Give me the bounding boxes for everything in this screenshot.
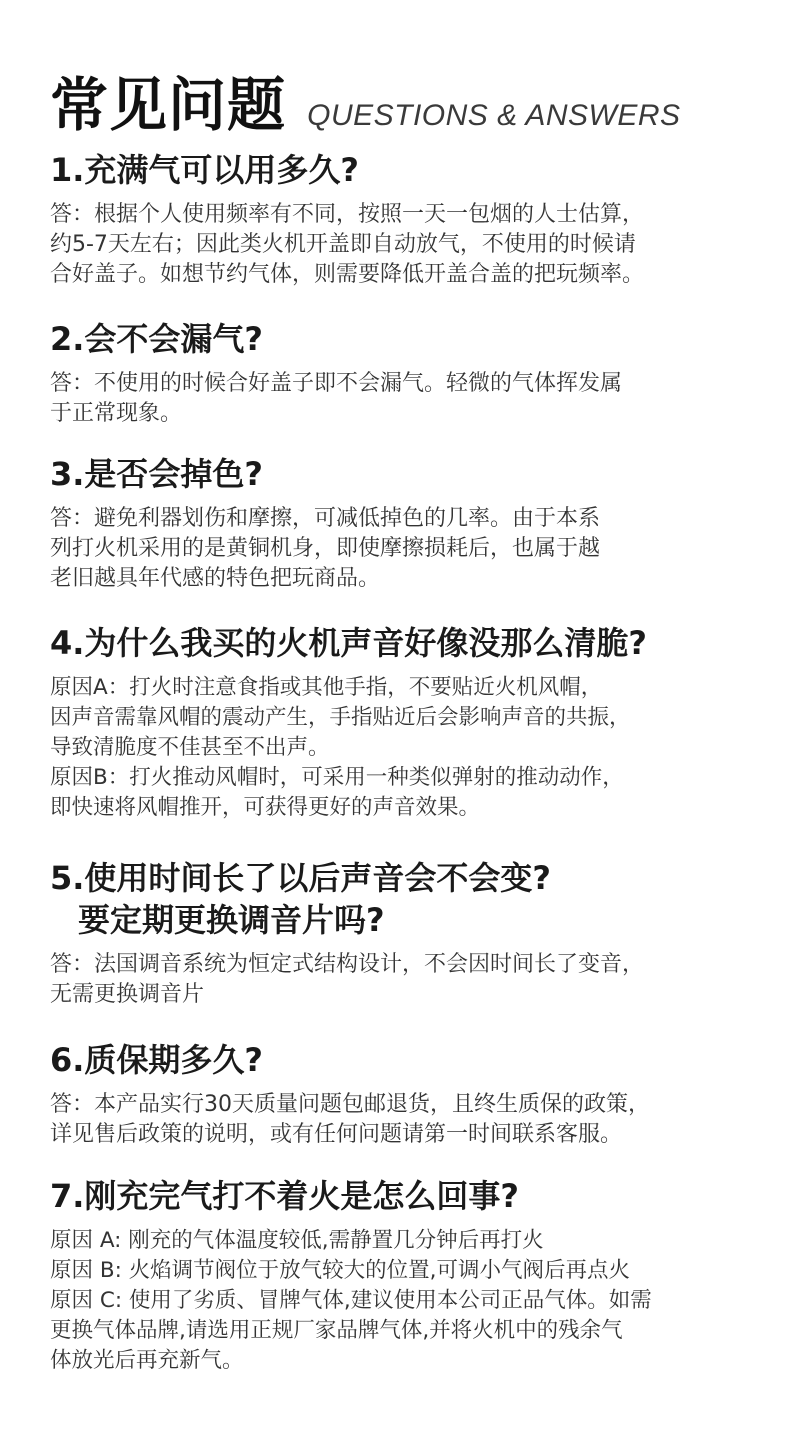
faq-answer-line: 体放光后再充新气。: [50, 1348, 244, 1373]
faq-answer: [50, 1226, 770, 1376]
faq-answer-line: 因声音需靠风帽的震动产生，手指贴近后会影响声音的共振，: [50, 705, 631, 730]
faq-question-line: 5.使用时间长了以后声音会不会变?: [50, 859, 551, 897]
faq-answer: [50, 1090, 770, 1150]
faq-answer-line: 老旧越具年代感的特色把玩商品。: [50, 566, 381, 591]
faq-question: [50, 1178, 770, 1214]
faq-answer-line: 约5-7天左右；因此类火机开盖即自动放气，不使用的时候请: [50, 232, 636, 257]
faq-question: [50, 860, 770, 938]
faq-answer-line: 无需更换调音片: [50, 982, 205, 1007]
faq-item-6: [50, 1042, 770, 1150]
faq-question-line: 2.会不会漏气?: [50, 320, 263, 358]
faq-item-4: [50, 625, 770, 823]
faq-answer-line: 原因 B: 火焰调节阀位于放气较大的位置,可调小气阀后再点火: [50, 1258, 630, 1283]
faq-item-2: [50, 321, 770, 429]
faq-answer-line: 原因B：打火推动风帽时，可采用一种类似弹射的推动动作，: [50, 765, 624, 790]
faq-answer-line: 答：法国调音系统为恒定式结构设计，不会因时间长了变音，: [50, 952, 645, 977]
page-header: [50, 58, 681, 139]
faq-question-line: 6.质保期多久?: [50, 1041, 263, 1079]
faq-answer: [50, 673, 770, 823]
faq-answer-line: 答：根据个人使用频率有不同，按照一天一包烟的人士估算，: [50, 202, 645, 227]
faq-answer-line: 列打火机采用的是黄铜机身，即使摩擦损耗后，也属于越: [50, 536, 601, 561]
faq-answer-line: 于正常现象。: [50, 401, 183, 426]
faq-answer-line: 答：不使用的时候合好盖子即不会漏气。轻微的气体挥发属: [50, 371, 623, 396]
faq-item-7: [50, 1178, 770, 1376]
faq-answer-line: 原因A：打火时注意食指或其他手指，不要贴近火机风帽，: [50, 675, 603, 700]
page-subtitle: QUESTIONS & ANSWERS: [307, 99, 681, 132]
faq-question: [50, 1042, 770, 1078]
faq-question: [50, 321, 770, 357]
faq-question-line: 1.充满气可以用多久?: [50, 151, 359, 189]
faq-answer-line: 原因 C: 使用了劣质、冒牌气体,建议使用本公司正品气体。如需: [50, 1288, 652, 1313]
faq-question-line: 要定期更换调音片吗?: [78, 901, 385, 939]
faq-item-3: [50, 456, 770, 594]
faq-answer-line: 合好盖子。如想节约气体，则需要降低开盖合盖的把玩频率。: [50, 262, 645, 287]
faq-question-line: 3.是否会掉色?: [50, 455, 263, 493]
faq-question: [50, 625, 770, 661]
faq-answer: [50, 504, 770, 594]
faq-answer-line: 详见售后政策的说明，或有任何问题请第一时间联系客服。: [50, 1122, 623, 1147]
faq-answer: [50, 200, 770, 290]
faq-answer-line: 原因 A: 刚充的气体温度较低,需静置几分钟后再打火: [50, 1228, 544, 1253]
faq-answer: [50, 369, 770, 429]
faq-item-5: [50, 860, 770, 1010]
faq-question-line: 4.为什么我买的火机声音好像没那么清脆?: [50, 624, 647, 662]
faq-answer-line: 更换气体品牌,请选用正规厂家品牌气体,并将火机中的残余气: [50, 1318, 623, 1343]
faq-answer-line: 答：避免利器划伤和摩擦，可减低掉色的几率。由于本系: [50, 506, 601, 531]
faq-question: [50, 456, 770, 492]
faq-item-1: [50, 152, 770, 290]
faq-answer-line: 导致清脆度不佳甚至不出声。: [50, 735, 330, 760]
faq-answer-line: 即快速将风帽推开，可获得更好的声音效果。: [50, 795, 481, 820]
page-title: 常见问题: [50, 71, 287, 139]
faq-question: [50, 152, 770, 188]
faq-question-line: 7.刚充完气打不着火是怎么回事?: [50, 1177, 519, 1215]
faq-answer: [50, 950, 770, 1010]
faq-answer-line: 答：本产品实行30天质量问题包邮退货，且终生质保的政策，: [50, 1092, 650, 1117]
